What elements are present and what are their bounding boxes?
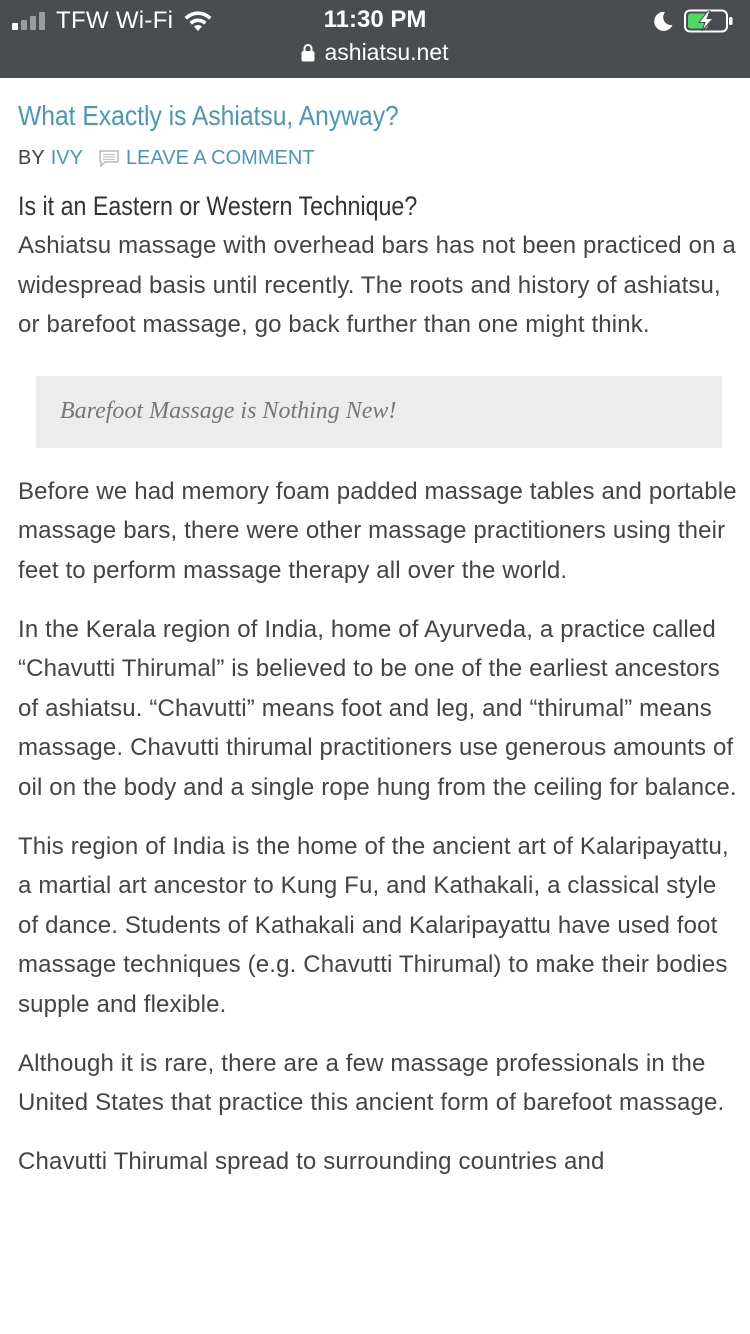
lock-icon (301, 43, 315, 62)
article-paragraph: Although it is rare, there are a few massage professionals in the United States that practice this ancient form of barefoot massage. (18, 1049, 725, 1117)
article-paragraph: Chavutti Thirumal spread to surrounding countries and (18, 1147, 605, 1175)
article-paragraph: In the Kerala region of India, home of Ayurveda, a practice called “Chavutti Thirumal” is believed to be one of the earliest ancestors of ashiatsu. “Chavutti” means foot and leg, and “thirumal” means massage. Chavutti thirumal practitioners use generous amounts of oil on the body and a single rope hung from the ceiling for balance. (18, 615, 737, 801)
pullquote: Barefoot Massage is Nothing New! (36, 376, 722, 448)
carrier-name: TFW Wi-Fi (56, 7, 174, 34)
section-heading: Is it an Eastern or Western Technique? (18, 191, 418, 221)
status-right (652, 7, 734, 35)
article-paragraph: This region of India is the home of the ancient art of Kalaripayattu, a martial art ancestor to Kung Fu, and Kathakali, a classical style of dance. Students of Kathakali and Kalaripayattu have used foot massage techniques (e.g. Chavutti Thirumal) to make their bodies supple and flexible. (18, 832, 729, 1018)
status-time: 11:30 PM (323, 6, 427, 33)
post-title[interactable]: What Exactly is Ashiatsu, Anyway? (18, 100, 399, 131)
article-paragraph: Before we had memory foam padded massage tables and portable massage bars, there were other massage practitioners using their feet to perform massage therapy all over the world. (18, 477, 737, 584)
article-paragraph: Ashiatsu massage with overhead bars has not been practiced on a widespread basis until recently. The roots and history of ashiatsu, or barefoot massage, go back further than one might think. (18, 232, 736, 339)
browser-top-bar (0, 0, 750, 78)
byline (18, 144, 740, 172)
address-bar[interactable] (0, 39, 750, 66)
battery-charging-icon (684, 9, 734, 33)
leave-comment-link[interactable]: LEAVE A COMMENT (125, 147, 315, 169)
do-not-disturb-moon-icon (652, 10, 674, 32)
byline-by-label: BY (18, 147, 45, 169)
author-link[interactable]: IVY (50, 147, 83, 169)
article (18, 96, 740, 1181)
comment-icon (99, 150, 119, 167)
url-domain: ashiatsu.net (324, 39, 449, 65)
